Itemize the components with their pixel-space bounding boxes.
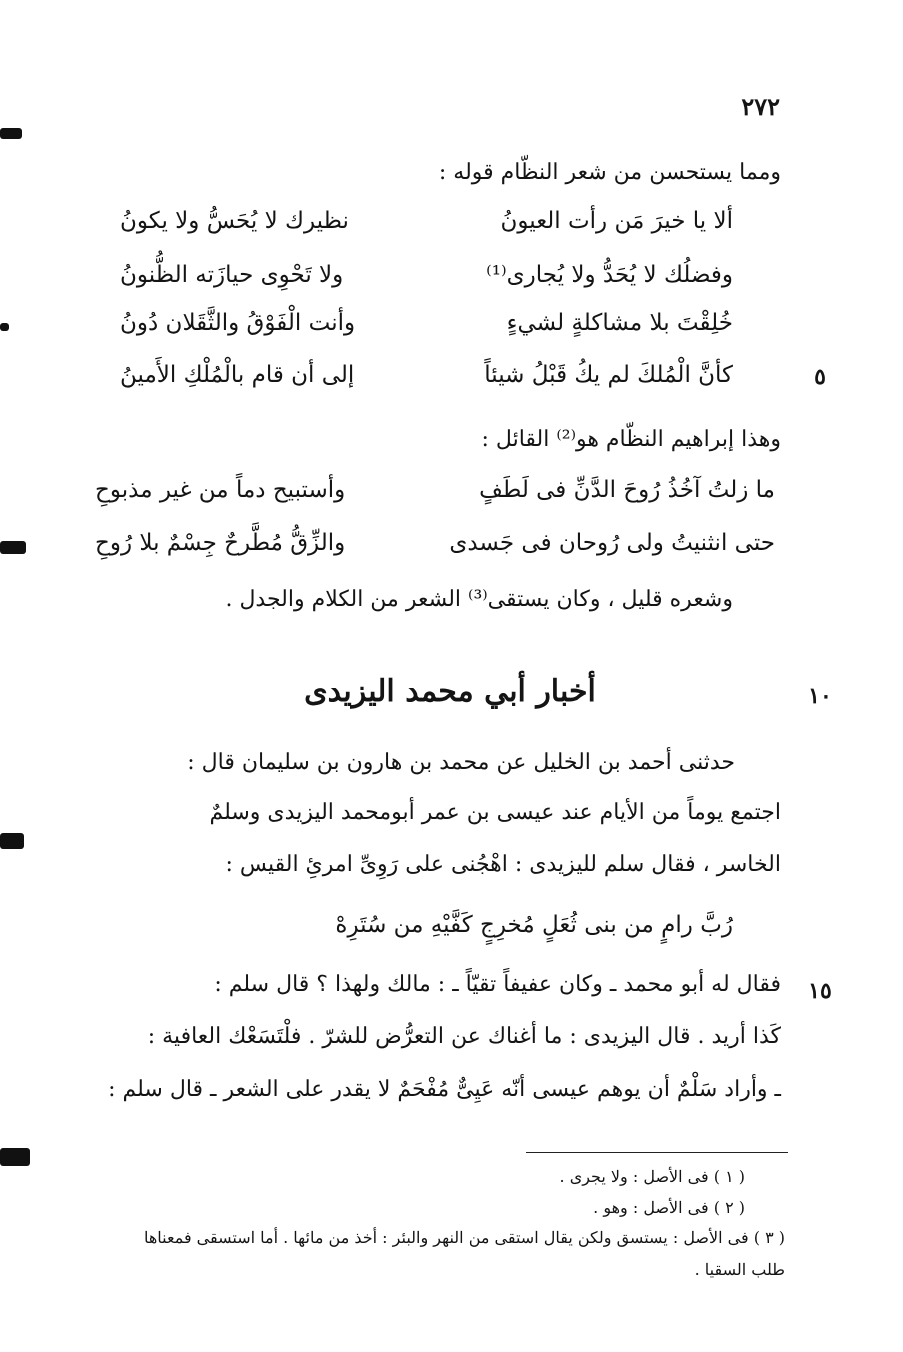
closing-line: وشعره قليل ، وكان يستقى⁽³⁾ الشعر من الكلام والجدل .	[225, 587, 733, 612]
line-number: ١٥	[808, 978, 832, 1004]
poem1-hemistich-right: خُلِقْتَ بلا مشاكلةٍ لشيءٍ	[506, 310, 733, 336]
footnote: ( ٢ ) فى الأصل : وهو .	[593, 1198, 745, 1217]
poem2-hemistich-right: ما زلتُ آخُذُ رُوحَ الدَّنِّ فى لَطَفٍ	[479, 477, 775, 503]
poem2-hemistich-left: وأستبيح دماً من غير مذبوحِ	[95, 477, 346, 503]
poem1-hemistich-left: ولا تَحْوِى حيازَته الظُّنونُ	[120, 262, 344, 288]
intro-line-2: وهذا إبراهيم النظّام هو⁽²⁾ القائل :	[481, 427, 781, 452]
footnote-continuation: طلب السقيا .	[694, 1260, 785, 1279]
paragraph-line: كَذا أريد . قال اليزيدى : ما أغناك عن التعرُّض للشرّ . فلْتَسَعْك العافية :	[147, 1024, 781, 1049]
poem2-hemistich-right: حتى انثنيتُ ولى رُوحان فى جَسدى	[449, 530, 775, 556]
paragraph-line: فقال له أبو محمد ـ وكان عفيفاً تقيّاً ـ : مالك ولهذا ؟ قال سلم :	[214, 972, 781, 997]
poem1-hemistich-right: ألا يا خيرَ مَن رأت العيونُ	[500, 208, 733, 234]
binding-mark	[0, 833, 24, 849]
poem2-hemistich-left: والزِّقُّ مُطَّرحٌ جِسْمٌ بلا رُوحِ	[95, 530, 346, 556]
binding-mark	[0, 323, 9, 331]
poem1-hemistich-left: وأنت الْفَوْقُ والثَّقَلان دُونُ	[120, 310, 356, 336]
section-heading: أخبار أبي محمد اليزيدى	[304, 674, 596, 709]
paragraph-line: الخاسر ، فقال سلم لليزيدى : اهْجُنى على رَوِىِّ امرئِ القيس :	[225, 852, 781, 877]
paragraph-line: حدثنى أحمد بن الخليل عن محمد بن هارون بن سليمان قال :	[187, 750, 735, 775]
footnote-separator	[526, 1152, 788, 1153]
line-number: ٥	[814, 364, 826, 390]
binding-mark	[0, 1148, 30, 1166]
poem1-hemistich-left: إلى أن قام بالْمُلْكِ الأَمينُ	[120, 362, 355, 388]
intro-line: ومما يستحسن من شعر النظّام قوله :	[438, 160, 781, 185]
footnote: ( ١ ) فى الأصل : ولا يجرى .	[559, 1167, 745, 1186]
poem1-hemistich-left: نظيرك لا يُحَسُّ ولا يكونُ	[120, 208, 349, 234]
page-number: ٢٧٢	[741, 92, 780, 121]
binding-mark	[0, 541, 26, 554]
poem1-hemistich-right: كأنَّ الْمُلكَ لم يكُ قَبْلُ شيئاً	[484, 362, 733, 388]
footnote: ( ٣ ) فى الأصل : يستسق ولكن يقال استقى من النهر والبئر : أخذ من مائها . أما استسقى فمعناها	[143, 1228, 785, 1247]
poem1-hemistich-right: وفضلُك لا يُحَدُّ ولا يُجارى⁽¹⁾	[486, 262, 733, 288]
paragraph-line: اجتمع يوماً من الأيام عند عيسى بن عمر أبومحمد اليزيدى وسلمٌ	[209, 800, 781, 825]
verse-line: رُبَّ رامٍ من بنى ثُعَلٍ مُخرِجٍ كَفَّيْهِ من سُتَرِهْ	[335, 912, 733, 938]
binding-mark	[0, 128, 22, 139]
paragraph-line: ـ وأراد سَلْمٌ أن يوهم عيسى أنّه عَيِىٌّ مُفْحَمٌ لا يقدر على الشعر ـ قال سلم :	[108, 1077, 781, 1102]
line-number: ١٠	[808, 683, 832, 709]
